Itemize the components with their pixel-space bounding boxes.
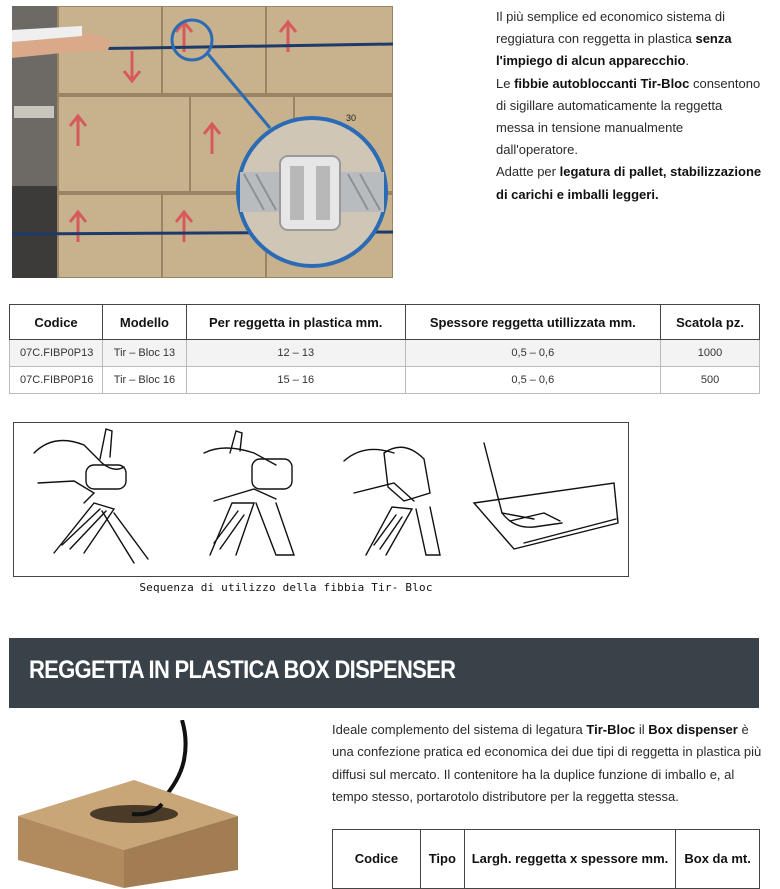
cell-codice: 07C.FIBP0P13 bbox=[10, 340, 103, 367]
col-modello: Modello bbox=[102, 305, 186, 340]
cell-modello: Tir – Bloc 13 bbox=[102, 340, 186, 367]
box-dispenser-description: Ideale complemento del sistema di legatura Tir-Bloc il Box dispenser è una confezione pratica ed economica dei due tipi di reggetta in plastica più diffusi sul mercato. Il contenitore ha la duplice funzione di imballo e, al tempo stesso, portarotolo distributore per la reggetta stessa. bbox=[332, 722, 762, 804]
col-reggetta: Per reggetta in plastica mm. bbox=[186, 305, 405, 340]
box-dispenser-table bbox=[332, 829, 760, 889]
sequence-step-2 bbox=[204, 431, 294, 555]
section-title: REGGETTA IN PLASTICA BOX DISPENSER bbox=[29, 656, 456, 684]
box-label: 30 bbox=[346, 113, 357, 123]
cell-spessore: 0,5 – 0,6 bbox=[405, 367, 661, 394]
cell-scatola: 1000 bbox=[661, 340, 760, 367]
intro-text: Il più semplice ed economico sistema di reggiatura con reggetta in plastica senza l'impiego di alcun apparecchio. Le fibbie autobloccanti Tir-Bloc consentono di sigillare automaticamente la reggetta messa in tensione manualmente dall'operatore. Adatte per legatura di pallet, stabilizzazione di carichi e imballi leggeri. bbox=[496, 9, 762, 202]
table-header-row bbox=[10, 305, 760, 340]
box-dispenser-photo bbox=[12, 720, 242, 888]
sequence-caption: Sequenza di utilizzo della fibbia Tir- Bloc bbox=[139, 581, 433, 594]
sequence-step-1 bbox=[34, 429, 148, 563]
col-codice: Codice bbox=[10, 305, 103, 340]
cell-scatola: 500 bbox=[661, 367, 760, 394]
col-codice: Codice bbox=[333, 830, 421, 889]
col-spessore: Spessore reggetta utillizzata mm. bbox=[405, 305, 661, 340]
table-header-row bbox=[333, 830, 760, 889]
col-scatola: Scatola pz. bbox=[661, 305, 760, 340]
sequence-step-3 bbox=[344, 447, 440, 555]
table-row bbox=[10, 340, 760, 367]
cell-spessore: 0,5 – 0,6 bbox=[405, 340, 661, 367]
usage-sequence-illustration bbox=[13, 422, 629, 577]
spec-table bbox=[9, 304, 760, 394]
section-banner bbox=[9, 638, 759, 708]
cell-reggetta: 12 – 13 bbox=[186, 340, 405, 367]
cell-codice: 07C.FIBP0P16 bbox=[10, 367, 103, 394]
cell-modello: Tir – Bloc 16 bbox=[102, 367, 186, 394]
table-row bbox=[10, 367, 760, 394]
sequence-step-4 bbox=[474, 443, 618, 549]
hero-photo bbox=[12, 6, 393, 278]
col-tipo: Tipo bbox=[420, 830, 464, 889]
col-box: Box da mt. bbox=[676, 830, 760, 889]
cell-reggetta: 15 – 16 bbox=[186, 367, 405, 394]
col-larghezza: Largh. reggetta x spessore mm. bbox=[464, 830, 675, 889]
